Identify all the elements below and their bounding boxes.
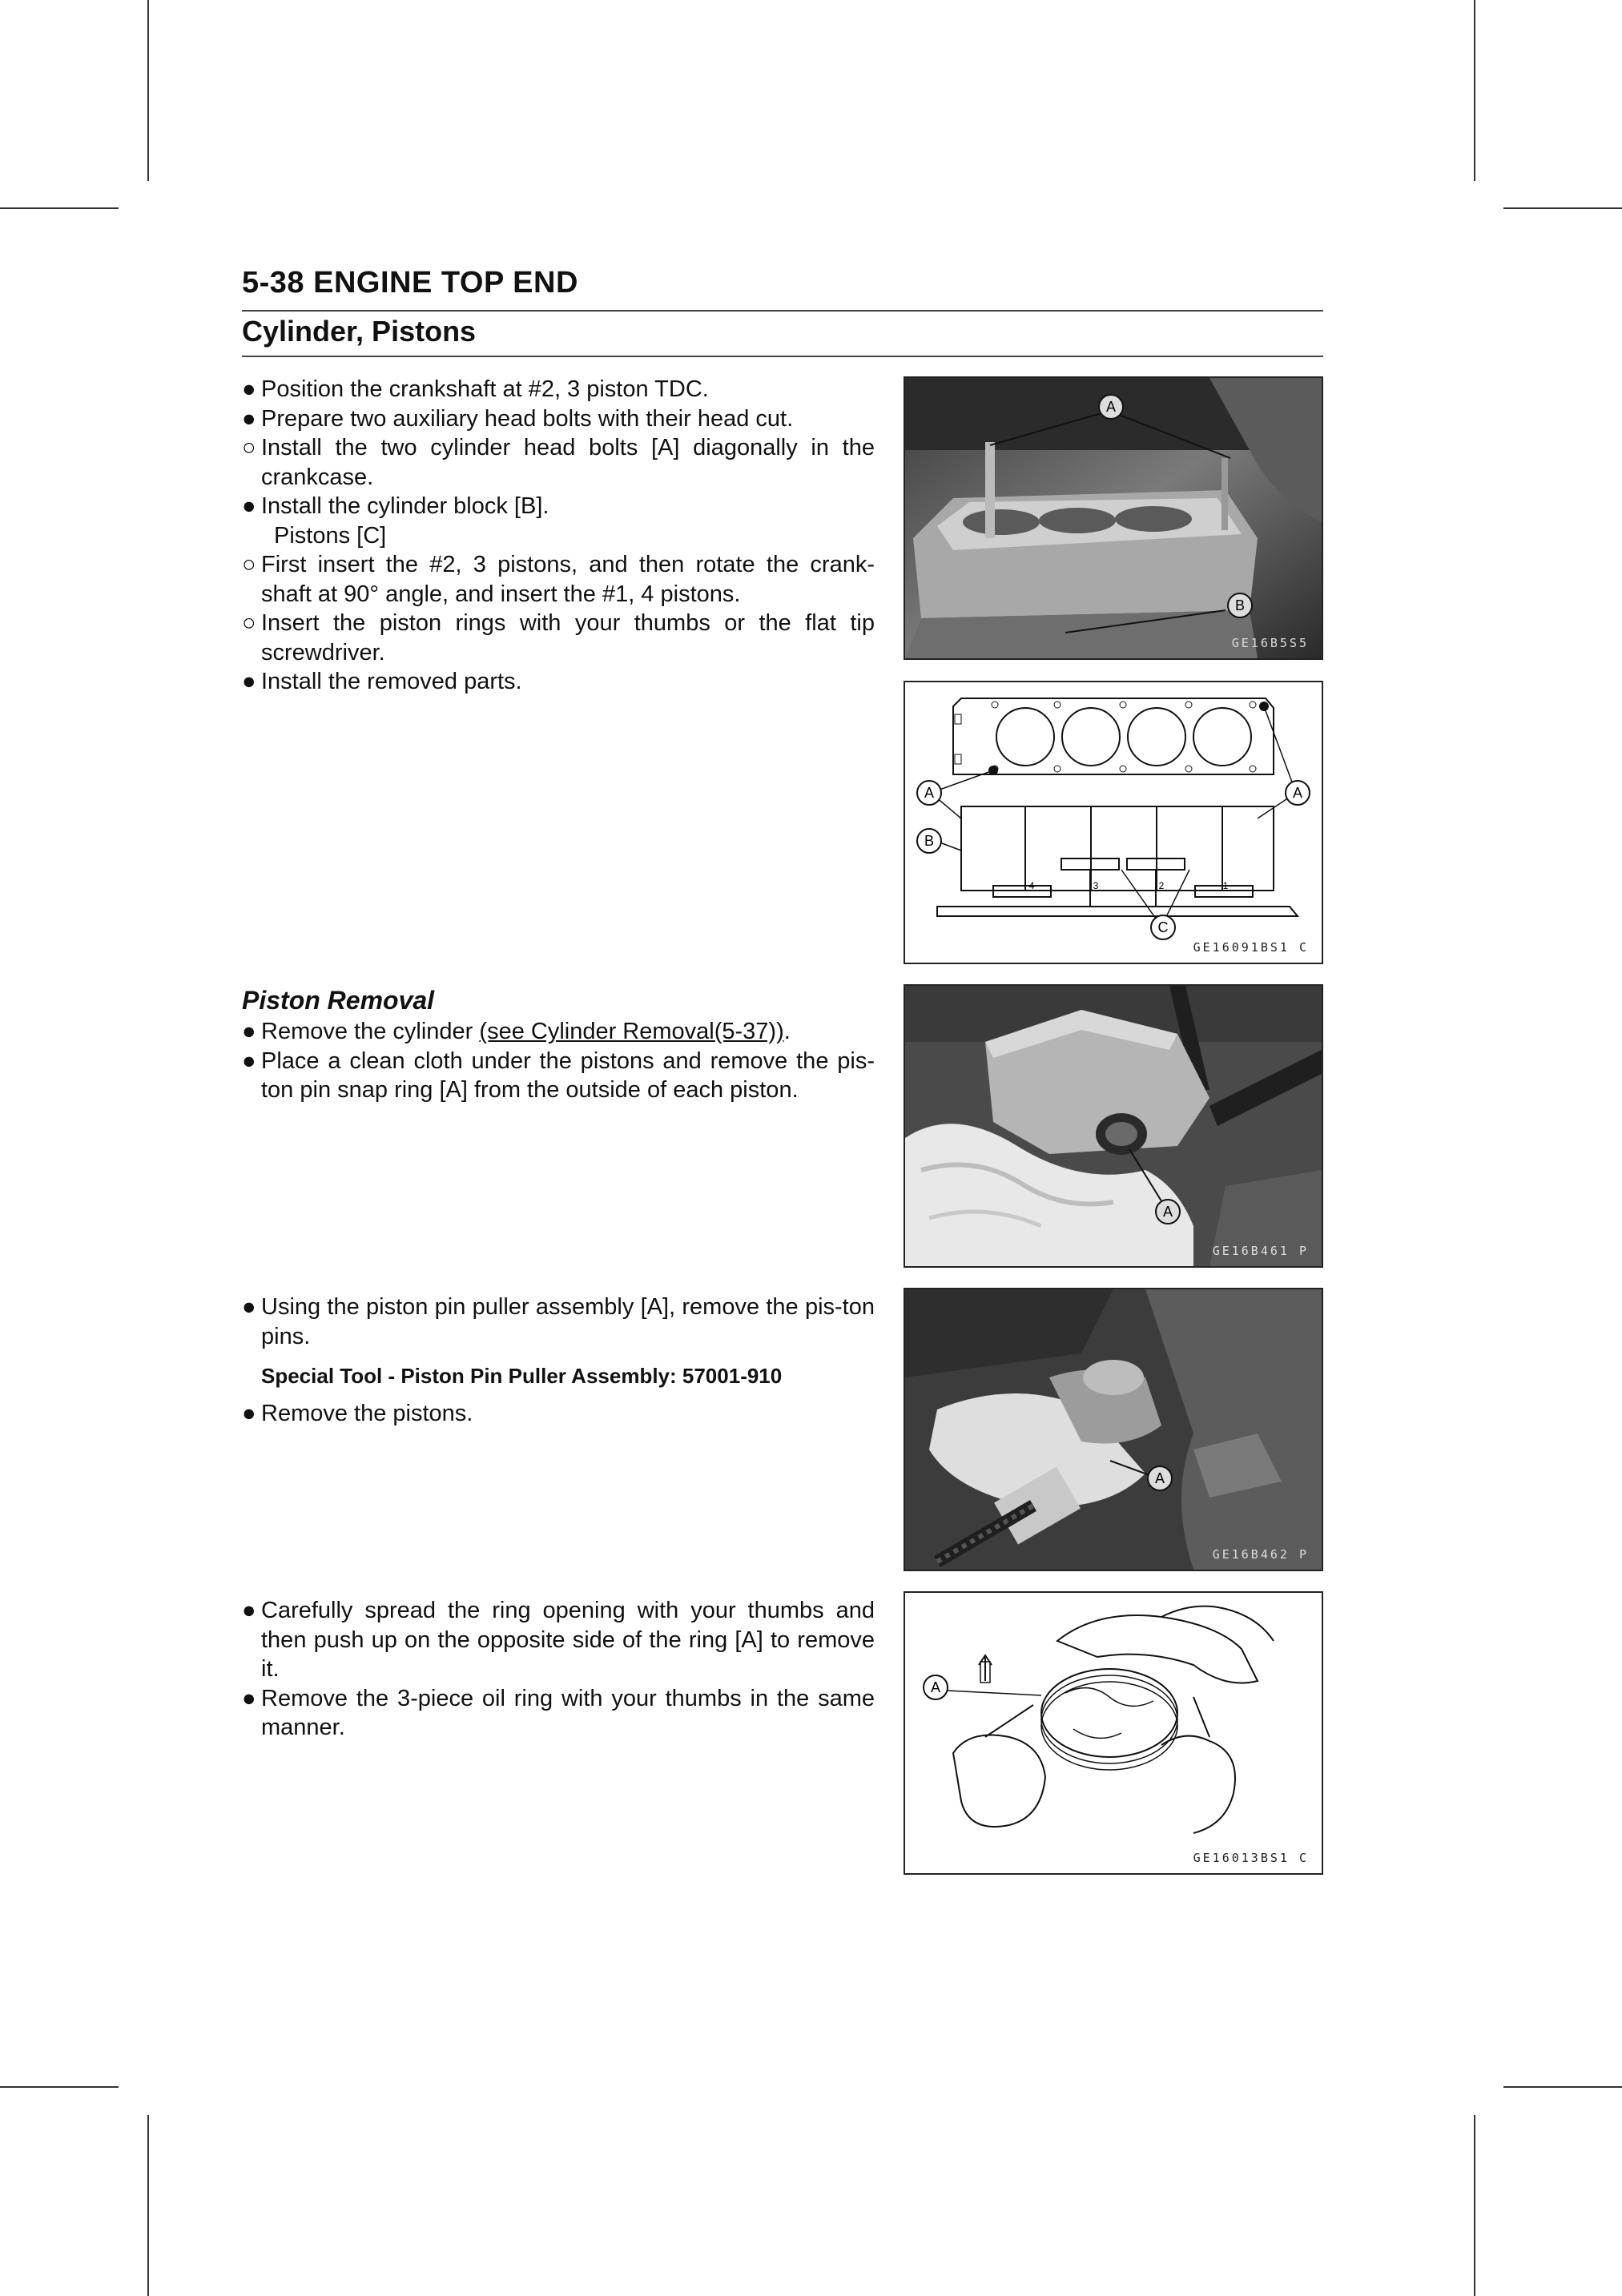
figure-pin-puller-photo [904,1288,1323,1571]
open-bullet: ○ [242,552,256,577]
crop-mark [0,207,119,209]
label-a: A [1292,785,1303,801]
label-b: B [924,833,935,849]
cylinder-photo-illustration [905,378,1322,658]
bullet: ● [242,376,256,402]
crop-mark [1503,2086,1622,2088]
bullet: ● [242,1598,256,1623]
list-item: ● Carefully spread the ring opening with your thumbs and then push up on the opposite side of the ring [A] to remove it. [242,1598,875,1682]
header-rule [242,310,1323,312]
bullet: ● [242,405,256,432]
list-item: ● Using the piston pin puller assembly [A], remove the pis-ton pins. [242,1294,875,1349]
bullet: ● [242,1401,256,1426]
list-item: ● Prepare two auxiliary head bolts with their head cut. [242,404,875,434]
piston-number: 1 [1222,880,1229,891]
figure-cylinder-bolts-photo [904,376,1323,660]
label-a: A [1162,1204,1173,1220]
list-item: ● Remove the cylinder (see Cylinder Removal(5-37)). [242,1017,875,1047]
label-a: A [930,1679,941,1695]
snap-ring-photo-illustration [905,986,1322,1266]
bullet: ● [242,1047,256,1074]
figure-code: GE16B461 P [1212,1244,1309,1258]
label-a: A [924,785,935,801]
crop-mark [0,2086,119,2088]
piston-number: 4 [1028,880,1035,891]
page-title: 5-38 ENGINE TOP END [242,266,578,300]
bullet: ● [242,1685,256,1711]
label-c: C [1157,919,1169,935]
list-item: ○ First insert the #2, 3 pistons, and then rotate the crank-shaft at 90° angle, and insert the #1, 4 pistons. [242,552,875,607]
removal-steps-3 [242,1596,875,1743]
list-item: ● Install the removed parts. [242,667,875,697]
piston-number: 3 [1093,880,1099,891]
crop-mark [147,2115,149,2296]
bullet: ● [242,1294,256,1320]
open-bullet: ○ [242,435,256,460]
figure-snap-ring-photo [904,984,1323,1268]
removal-steps-2 [242,1293,875,1429]
cross-reference-link[interactable]: (see Cylinder Removal(5-37)) [479,1019,784,1044]
list-item: ● Place a clean cloth under the pistons and remove the pis-ton pin snap ring [A] from the outside of each piston. [242,1047,875,1103]
label-b: B [1234,597,1246,613]
list-item: Pistons [C] [274,522,387,549]
subsection-heading: Piston Removal [242,986,435,1015]
figure-code: GE16B462 P [1212,1547,1309,1562]
list-item: ● Install the cylinder block [B]. [242,492,875,521]
bullet: ● [242,1019,256,1044]
bullet: ● [242,493,256,519]
section-rule [242,356,1323,357]
figure-code: GE16013BS1 C [1193,1851,1309,1865]
list-item: ● Position the crankshaft at #2, 3 piston TDC. [242,375,875,404]
section-title: Cylinder, Pistons [242,315,477,348]
ring-removal-line-drawing [905,1593,1322,1873]
list-item: ○ Install the two cylinder head bolts [A] diagonally in the crankcase. [242,435,875,490]
crop-mark [147,0,149,181]
label-a: A [1154,1470,1165,1486]
piston-number: 2 [1158,880,1165,891]
label-a: A [1105,399,1117,415]
open-bullet: ○ [242,610,256,636]
list-item: ● Remove the 3-piece oil ring with your thumbs in the same manner. [242,1685,875,1740]
pin-puller-photo-illustration [905,1289,1322,1570]
figure-ring-removal-drawing [904,1591,1323,1875]
figure-code: GE16B5S5 [1231,636,1309,650]
figure-code: GE16091BS1 C [1193,940,1309,955]
figure-cylinder-diagram [904,681,1323,964]
bullet: ● [242,669,256,694]
cylinder-line-diagram [905,682,1322,963]
removal-steps-1 [242,1017,875,1105]
crop-mark [1474,0,1475,181]
crop-mark [1503,207,1622,209]
special-tool-note: Special Tool - Piston Pin Puller Assembly: 57001-910 [261,1364,783,1388]
list-item: ● Remove the pistons. [242,1399,875,1429]
list-item: ○ Insert the piston rings with your thumbs or the flat tip screwdriver. [242,610,875,665]
crop-mark [1474,2115,1475,2296]
install-steps [242,375,875,697]
